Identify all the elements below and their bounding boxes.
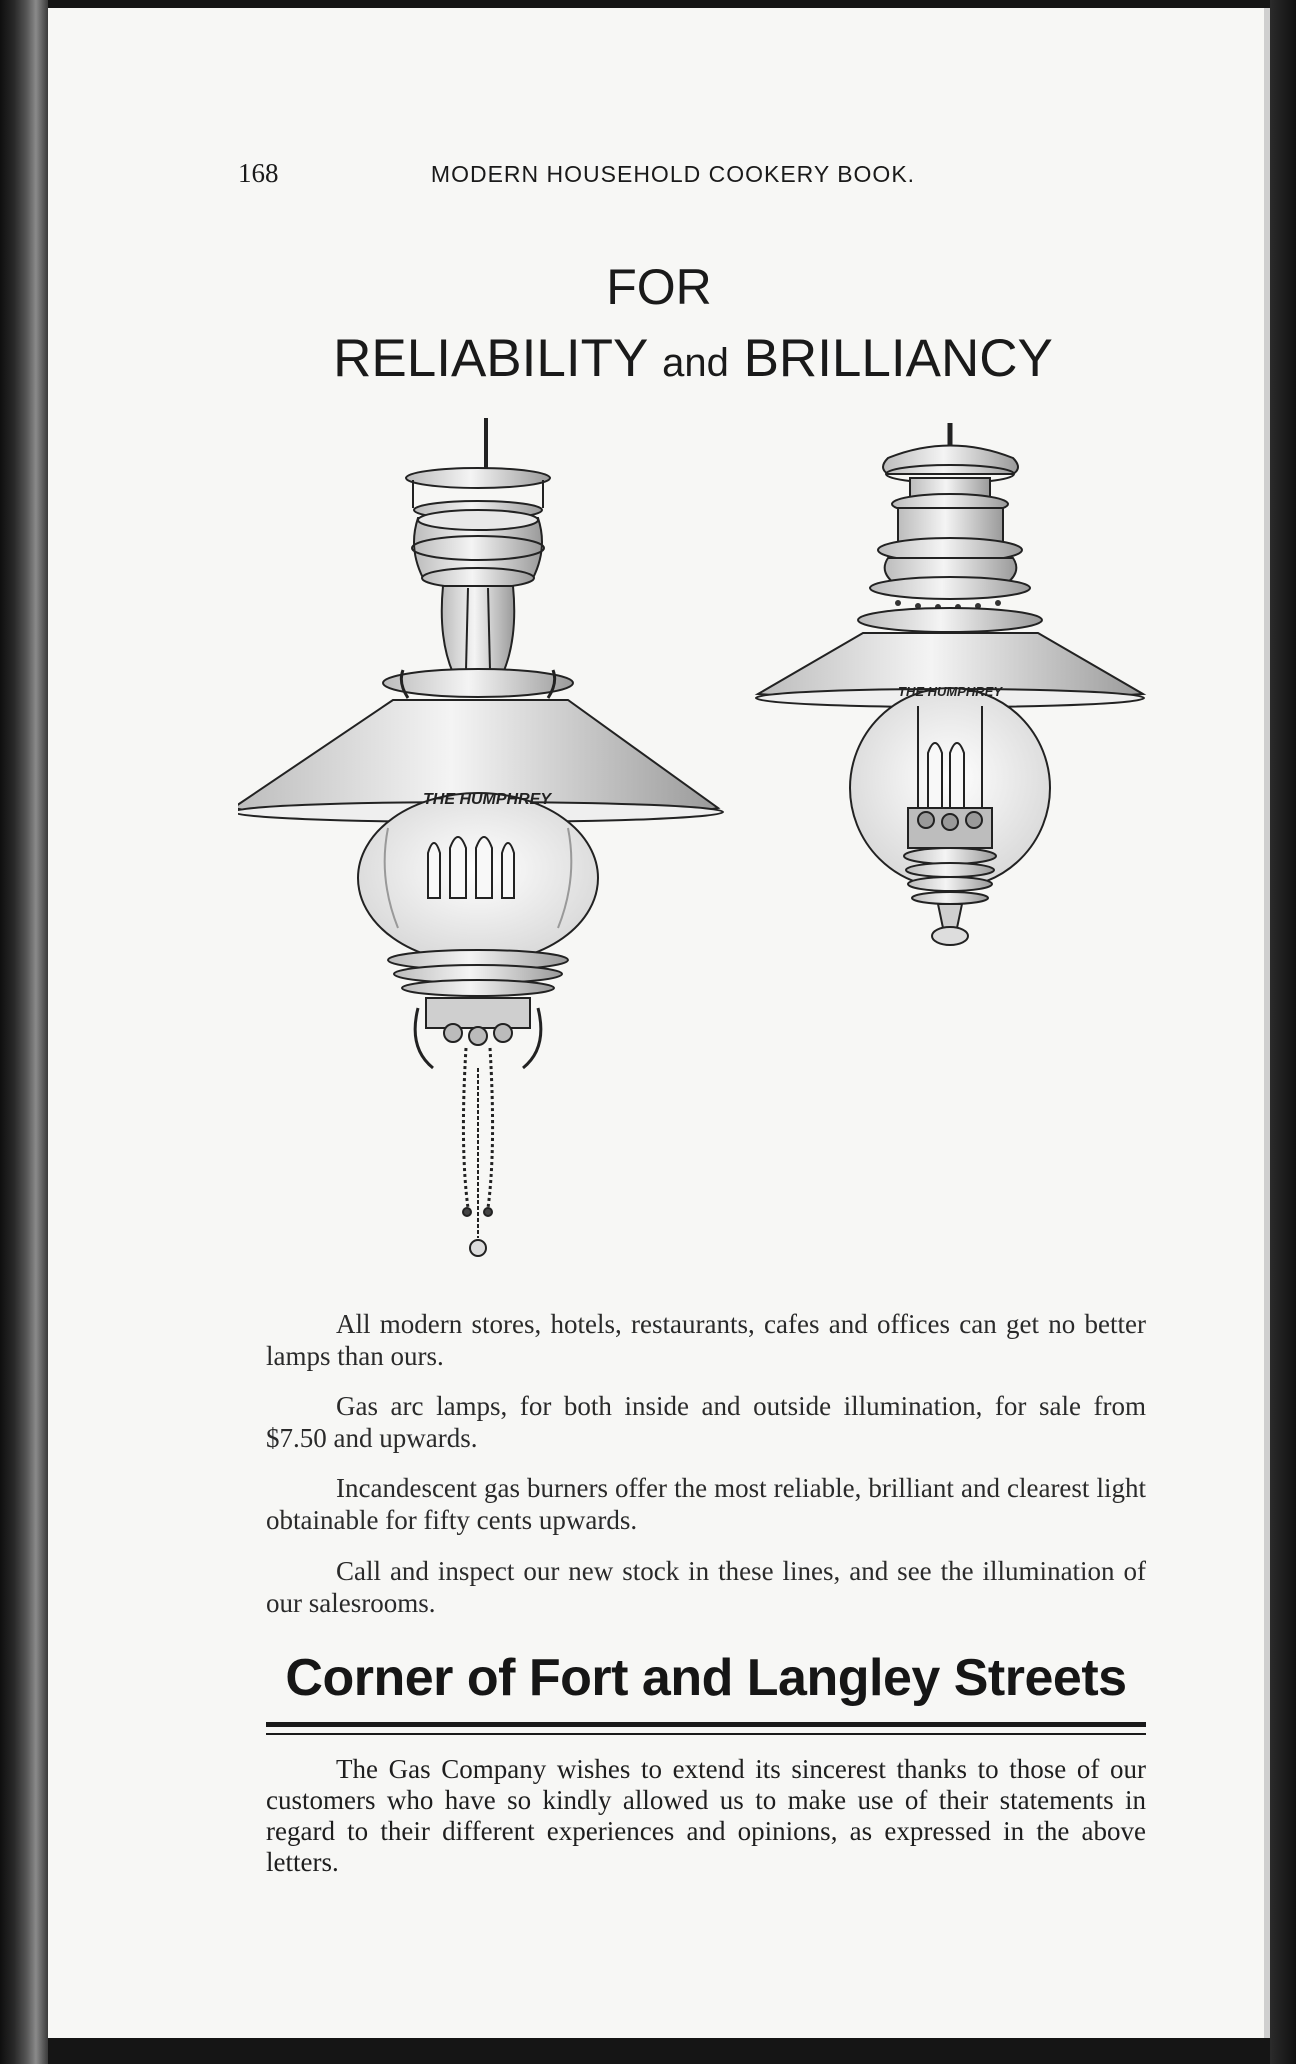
paragraph-thanks: The Gas Company wishes to extend its sincerest thanks to those of our customers who have so kindly allowed us to make use of their statements in regard to their different experiences and opinions, as expressed in the above letters. bbox=[266, 1754, 1146, 1877]
double-rule-divider bbox=[266, 1722, 1146, 1735]
book-spine-right bbox=[1270, 0, 1296, 2064]
lamps-illustration bbox=[238, 408, 1158, 1268]
headline-brilliancy: BRILLIANCY bbox=[743, 329, 1053, 388]
book-spine-left bbox=[0, 0, 48, 2064]
running-title: MODERN HOUSEHOLD COOKERY BOOK. bbox=[430, 161, 916, 187]
lamp-left-label: THE HUMPHREY bbox=[423, 791, 552, 808]
headline-and: and bbox=[662, 341, 729, 385]
headline-reliability-brilliancy bbox=[228, 328, 1158, 389]
headline-reliability: RELIABILITY bbox=[333, 329, 648, 388]
running-head bbox=[238, 158, 1018, 189]
headline-for: FOR bbox=[606, 259, 712, 315]
book-page bbox=[48, 8, 1270, 2038]
paragraph-modern-stores: All modern stores, hotels, restaurants, cafes and offices can get no better lamps than ours. bbox=[266, 1309, 1146, 1371]
lamp-right-label: THE HUMPHREY bbox=[898, 684, 1003, 699]
paragraph-incandescent-burners: Incandescent gas burners offer the most reliable, brilliant and clearest light obtainable for fifty cents upwards. bbox=[266, 1473, 1146, 1535]
paragraph-gas-arc-lamps: Gas arc lamps, for both inside and outside illumination, for sale from $7.50 and upwards. bbox=[266, 1391, 1146, 1453]
paragraph-call-and-inspect: Call and inspect our new stock in these lines, and see the illumination of our salesrooms. bbox=[266, 1556, 1146, 1618]
page-number: 168 bbox=[238, 158, 279, 188]
lamp-left-drawing bbox=[238, 418, 723, 1256]
address-heading: Corner of Fort and Langley Streets bbox=[285, 1649, 1127, 1707]
